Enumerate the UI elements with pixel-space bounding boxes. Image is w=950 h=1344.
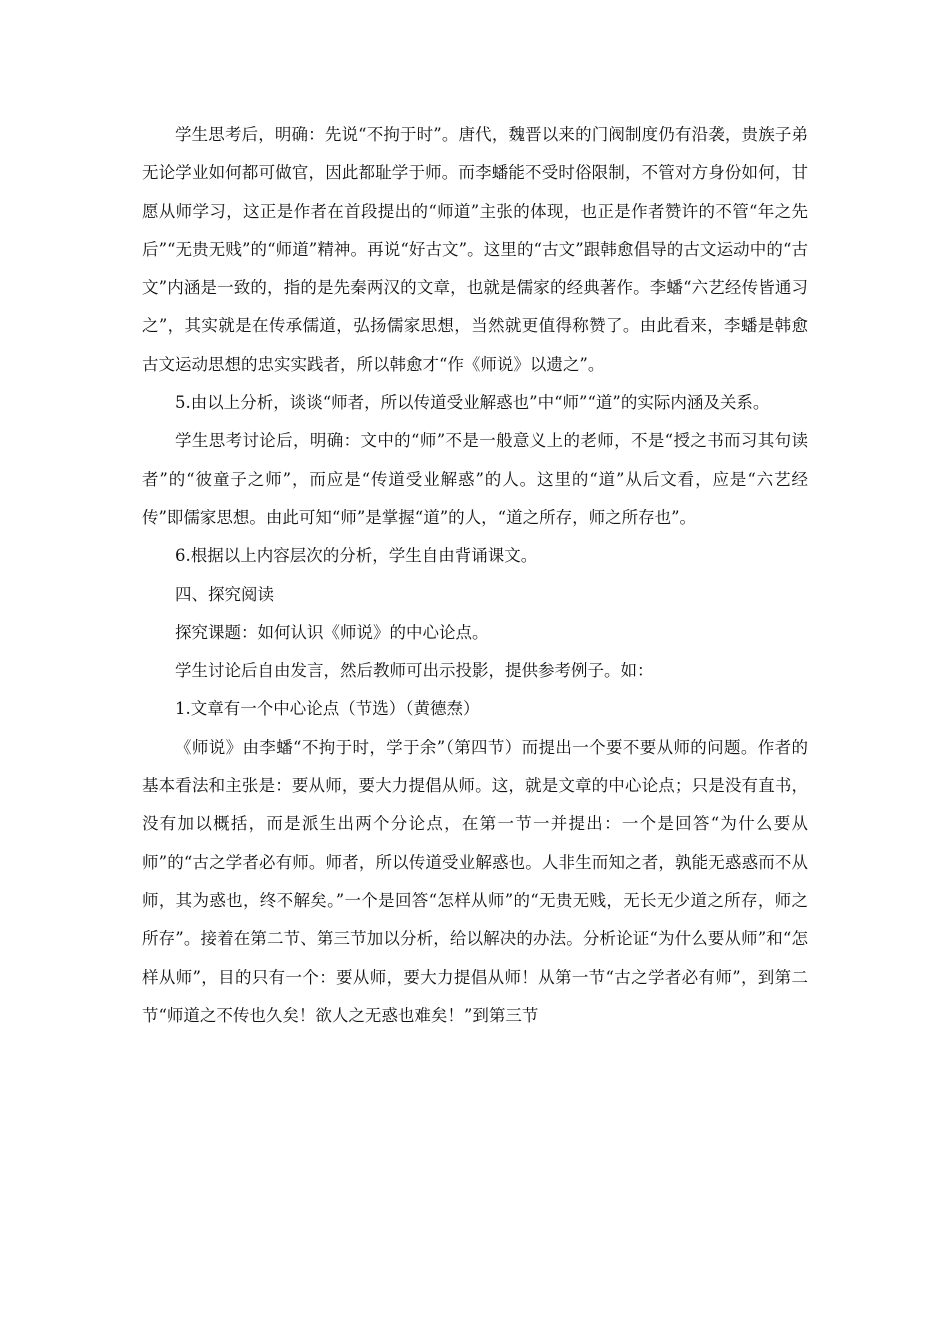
reference-example-body: 《师说》由李蟠“不拘于时，学于余”（第四节）而提出一个要不要从师的问题。作者的基本看法和主张是：要从师，要大力提倡从师。这，就是文章的中心论点；只是没有直书，没有加以概括，而是派生出两个分论点，在第一节一并提出：一个是回答“为什么要从师”的“古之学者必有师。师者，所以传道受业解惑也。人非生而知之者，孰能无惑惑而不从师，其为惑也，终不解矣。”一个是回答“怎样从师”的“无贵无贱，无长无少道之所存，师之所存”。接着在第二节、第三节加以分析，给以解决的办法。分析论证“为什么要从师”和“怎样从师”，目的只有一个：要从师，要大力提倡从师！从第一节“古之学者必有师”，到第二节“师道之不传也久矣！欲人之无惑也难矣！”到第三节	[142, 737, 808, 1025]
reference-example-title: 1.文章有一个中心论点（节选）（黄德焘）	[175, 699, 480, 719]
discussion-instruction: 学生讨论后自由发言，然后教师可出示投影，提供参考例子。如：	[175, 661, 654, 681]
document-body	[142, 116, 808, 1035]
inquiry-topic: 探究课题：如何认识《师说》的中心论点。	[175, 622, 489, 642]
paragraph-analysis-li-pan: 学生思考后，明确：先说“不拘于时”。唐代，魏晋以来的门阀制度仍有沿袭，贵族子弟无论学业如何都可做官，因此都耻学于师。而李蟠能不受时俗限制，不管对方身份如何，甘愿从师学习，这正是作者在首段提出的“师道”主张的体现，也正是作者赞许的不管“年之先后”“无贵无贱”的“师道”精神。再说“好古文”。这里的“古文”跟韩愈倡导的古文运动中的“古文”内涵是一致的，指的是先秦两汉的文章，也就是儒家的经典著作。李蟠“六艺经传皆通习之”，其实就是在传承儒道，弘扬儒家思想，当然就更值得称赞了。由此看来，李蟠是韩愈古文运动思想的忠实实践者，所以韩愈才“作《师说》以遗之”。	[142, 125, 808, 374]
paragraph-answer-5: 学生思考讨论后，明确：文中的“师”不是一般意义上的老师，不是“授之书而习其句读者”的“彼童子之师”，而应是“传道受业解惑”的人。这里的“道”从后文看，应是“六艺经传”即儒家思想。由此可知“师”是掌握“道”的人，“道之所存，师之所存也”。	[142, 431, 808, 527]
question-5: 5.由以上分析，谈谈“师者，所以传道受业解惑也”中“师”“道”的实际内涵及关系。	[175, 393, 770, 413]
item-6: 6.根据以上内容层次的分析，学生自由背诵课文。	[175, 546, 538, 566]
section-heading-inquiry-reading: 四、探究阅读	[175, 584, 274, 604]
